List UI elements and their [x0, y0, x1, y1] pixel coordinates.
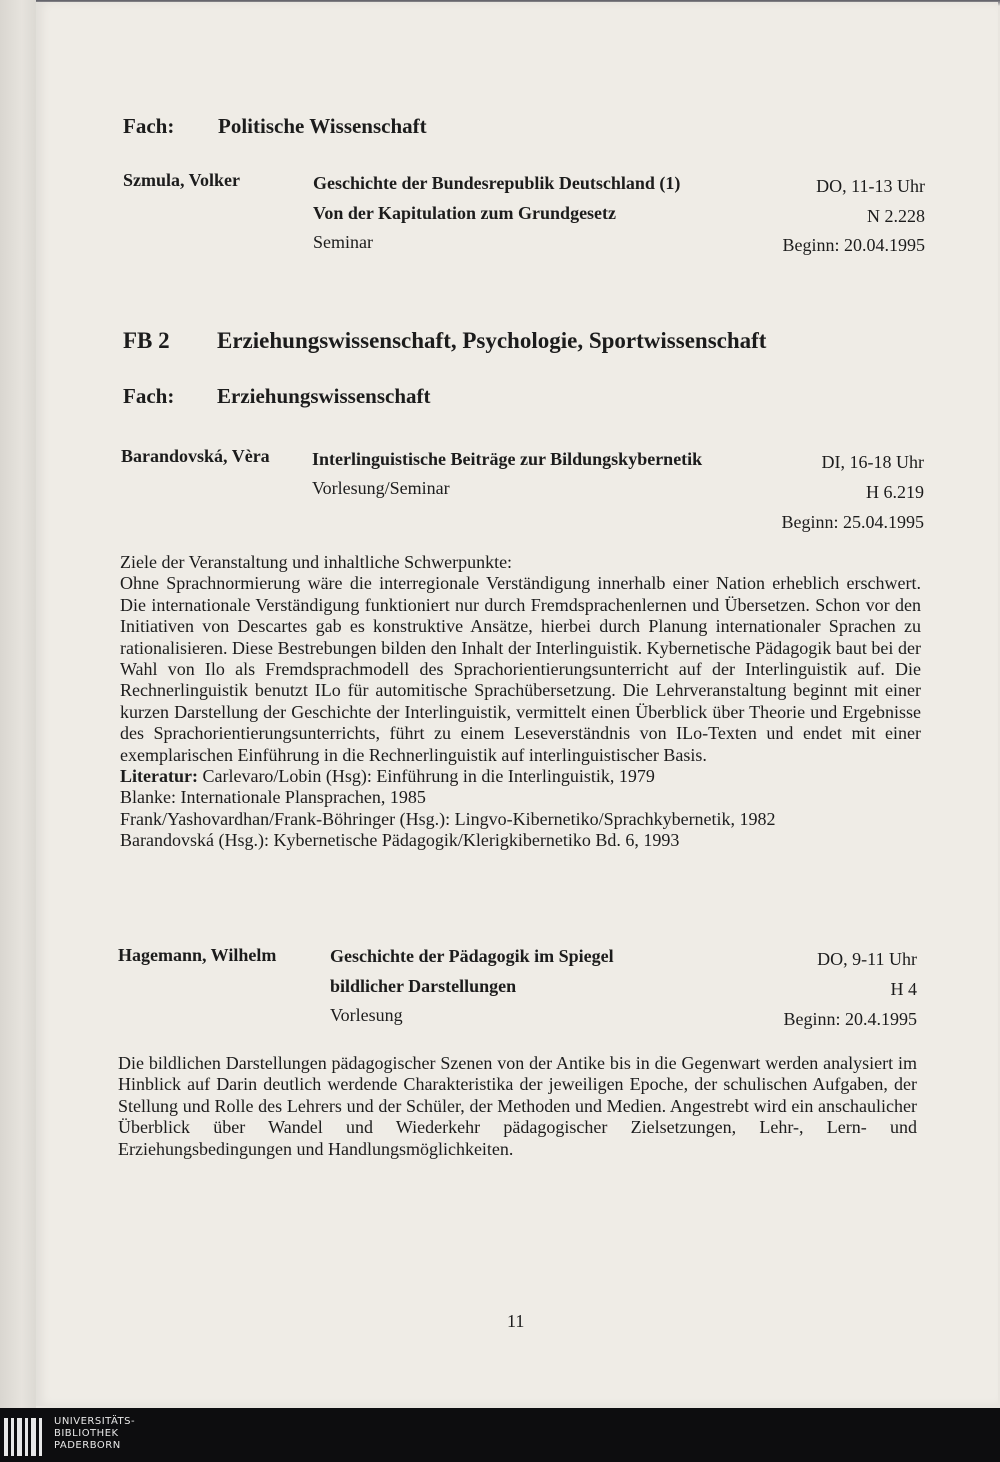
fach-label: Fach: — [123, 384, 175, 408]
course-type: Seminar — [313, 232, 373, 252]
course-room: H 6.219 — [866, 482, 924, 502]
literature-label: Literatur: — [120, 766, 198, 787]
course-type: Vorlesung/Seminar — [312, 478, 450, 498]
lecturer-name: Barandovská, Vèra — [121, 446, 270, 466]
description-text: Die bildlichen Darstellungen pädagogischer Szenen von der Antike bis in die Gegenwart werden analysiert im Hinblick auf Darin deutlich werdende Charakteristika der jeweiligen Epoche, der schulischen Aufgaben, der Stellung und Rolle des Lehrers und der Schüler, der Methoden und Medien. Angestrebt wird ein anschaulicher Überblick über Wandel und Wiederkehr pädagogischer Zielsetzungen, Lehr-, Lern- und Erziehungsbedingungen und Handlungsmöglichkeiten. — [118, 1053, 917, 1159]
course-subtitle: bildlicher Darstellungen — [330, 976, 517, 996]
course-time: DO, 9-11 Uhr — [817, 949, 917, 969]
course-time: DO, 11-13 Uhr — [816, 176, 925, 196]
course-room: N 2.228 — [867, 206, 925, 226]
fach-name: Politische Wissenschaft — [218, 114, 427, 138]
literature-item: Blanke: Internationale Plansprachen, 1985 — [120, 787, 426, 808]
literature-line — [120, 766, 921, 787]
course-description — [118, 1053, 917, 1160]
lecturer-name: Szmula, Volker — [123, 170, 241, 190]
course-title: Geschichte der Bundesrepublik Deutschland (1) — [313, 173, 681, 193]
lecturer-name: Hagemann, Wilhelm — [118, 945, 277, 965]
literature-item: Barandovská (Hsg.): Kybernetische Pädagogik/Klerigkibernetiko Bd. 6, 1993 — [120, 830, 680, 851]
course-time: DI, 16-18 Uhr — [821, 452, 924, 472]
course-title: Interlinguistische Beiträge zur Bildungskybernetik — [312, 449, 703, 469]
course-title: Geschichte der Pädagogik im Spiegel — [330, 946, 614, 966]
course-start: Beginn: 20.4.1995 — [783, 1009, 917, 1029]
course-start: Beginn: 25.04.1995 — [781, 512, 924, 532]
page-number: 11 — [507, 1311, 525, 1331]
library-name: UNIVERSITÄTS- BIBLIOTHEK PADERBORN — [54, 1416, 136, 1451]
fach-name: Erziehungswissenschaft — [217, 384, 431, 408]
course-start: Beginn: 20.04.1995 — [782, 235, 925, 255]
course-subtitle: Von der Kapitulation zum Grundgesetz — [313, 203, 617, 223]
literature-item: Carlevaro/Lobin (Hsg): Einführung in die Interlinguistik, 1979 — [202, 766, 655, 787]
course-type: Vorlesung — [330, 1005, 403, 1025]
literature-item: Frank/Yashovardhan/Frank-Böhringer (Hsg.): Lingvo-Kibernetiko/Sprachkybernetik, 1982 — [120, 808, 776, 829]
library-logo-icon — [4, 1418, 44, 1456]
book-spine — [0, 0, 36, 1408]
course-room: H 4 — [890, 979, 917, 999]
library-footer — [0, 1408, 1000, 1462]
fb-label: FB 2 — [123, 328, 170, 353]
fach-label: Fach: — [123, 114, 175, 138]
fb-name: Erziehungswissenschaft, Psychologie, Sportwissenschaft — [217, 328, 767, 353]
course-description — [120, 552, 921, 852]
description-text: Ohne Sprachnormierung wäre die interregionale Verständigung innerhalb einer Nation erheblich erschwert. Die internationale Verständigung funktioniert nur durch Fremdsprachenlernen und Übersetzen. Schon vor den Initiativen von Descartes gab es konstruktive Ansätze, hierbei durch Planung internationaler Sprachen zu rationalisieren. Diese Bestrebungen bilden den Inhalt der Interlinguistik. Kybernetische Pädagogik baut bei der Wahl von Ilo als Fremdsprachmodell des Sprachorientierungsunterricht auf der Interlinguistik auf. Die Rechnerlinguistik benutzt ILo für automitische Sprachübersetzung. Die Lehrveranstaltung beginnt mit einer kurzen Darstellung der Geschichte der Interlinguistik, vermittelt einen Überblick über Theorie und Ergebnisse des Sprachorientierungsunterrichts, führt zu einem Leseverständnis von ILo-Texten und endet mit einer exemplarischen Einführung in die Rechnerlinguistik auf interlinguistischer Basis. — [120, 573, 921, 765]
description-heading: Ziele der Veranstaltung und inhaltliche Schwerpunkte: — [120, 552, 513, 572]
